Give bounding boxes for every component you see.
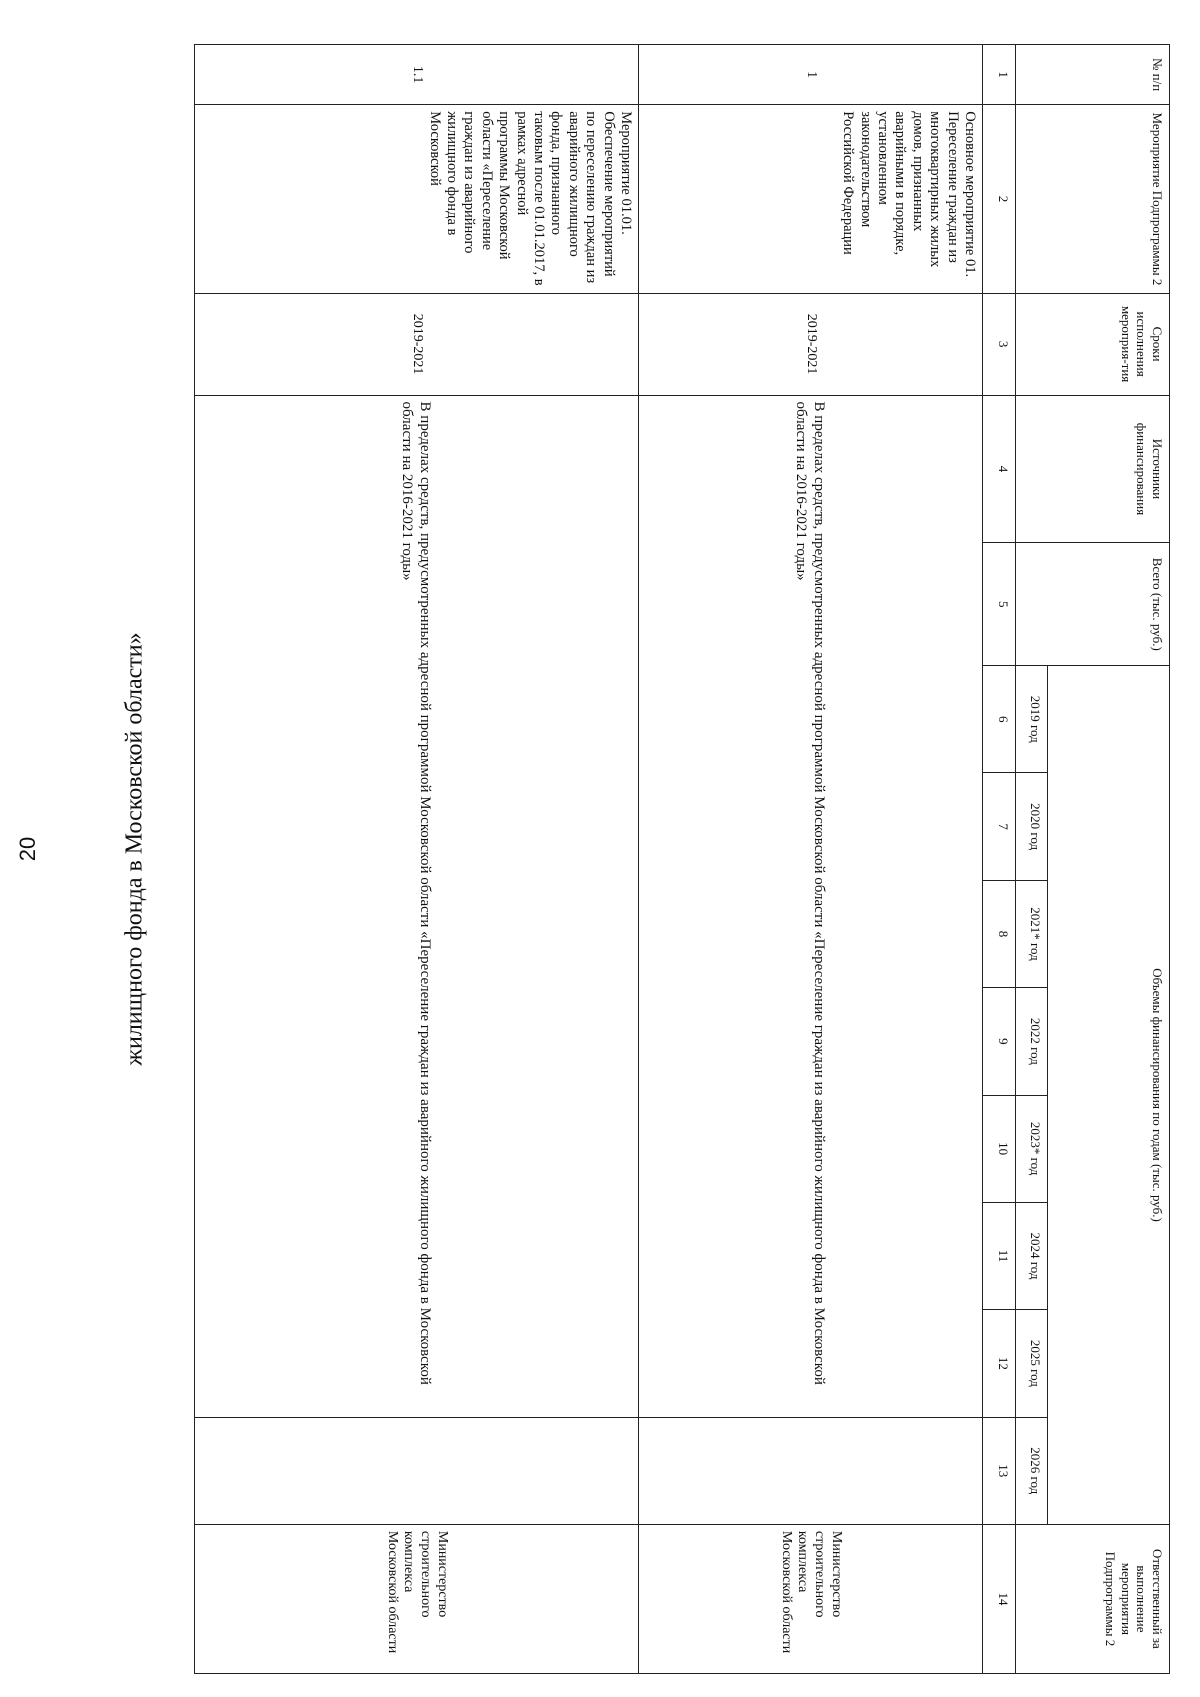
- activity-name: Мероприятие 01.01. Обеспечение мероприятий по переселению граждан из аварийного жилищного фонда, признанного таковым после 01.01.2017, в рамках адресной программы Московской области «Переселение граждан из аварийного жилищного фонда в Московской: [195, 105, 639, 293]
- column-number: 1: [983, 45, 1016, 105]
- column-number: 10: [983, 1095, 1016, 1202]
- header-total: Всего (тыс. руб.): [1016, 543, 1170, 666]
- column-number: 12: [983, 1310, 1016, 1417]
- column-number: 8: [983, 880, 1016, 987]
- header-year: 2022 год: [1016, 988, 1048, 1095]
- row-number: 1.1: [195, 45, 639, 105]
- deadline: 2019-2021: [195, 293, 639, 395]
- document-title: жилищного фонда в Московской области»: [121, 632, 148, 1066]
- header-year: 2021* год: [1016, 880, 1048, 987]
- column-number: 13: [983, 1417, 1016, 1524]
- column-number-row: [983, 45, 1016, 1674]
- header-year: 2023* год: [1016, 1095, 1048, 1202]
- funding-note: В пределах средств, предусмотренных адресной программой Московской области «Переселение граждан из аварийного жилищного фонда в Московской области на 2016-2021 годы»: [639, 395, 983, 1417]
- funding-note: В пределах средств, предусмотренных адресной программой Московской области «Переселение граждан из аварийного жилищного фонда в Московской области на 2016-2021 годы»: [195, 395, 639, 1417]
- column-number: 6: [983, 666, 1016, 773]
- header-year: 2025 год: [1016, 1310, 1048, 1417]
- row-number: 1: [639, 45, 983, 105]
- column-number: 7: [983, 773, 1016, 880]
- header-deadline: Сроки исполнения мероприя-тия: [1016, 293, 1170, 395]
- column-number: 5: [983, 543, 1016, 666]
- empty-cell: [639, 1417, 983, 1524]
- empty-cell: [195, 1417, 639, 1524]
- header-volumes: Объемы финансирования по годам (тыс. руб.): [1048, 666, 1170, 1525]
- column-number: 4: [983, 395, 1016, 543]
- responsible: Министерство строительного комплекса Московской области: [195, 1524, 639, 1673]
- header-year: 2024 год: [1016, 1202, 1048, 1309]
- rotated-table-container: [195, 44, 1170, 1674]
- page-number: 20: [15, 836, 40, 862]
- activity-name: Основное мероприятие 01. Переселение граждан из многоквартирных жилых домов, признанных аварийными в порядке, установленном законодательством Российской Федерации: [639, 105, 983, 293]
- table-row: [639, 45, 983, 1674]
- column-number: 9: [983, 988, 1016, 1095]
- header-sources: Источники финансирования: [1016, 395, 1170, 543]
- header-year: 2019 год: [1016, 666, 1048, 773]
- column-number: 14: [983, 1524, 1016, 1673]
- header-num: № п/п: [1016, 45, 1170, 105]
- financing-table: [194, 44, 1170, 1674]
- responsible: Министерство строительного комплекса Московской области: [639, 1524, 983, 1673]
- table-row: [195, 45, 639, 1674]
- header-year: 2020 год: [1016, 773, 1048, 880]
- column-number: 3: [983, 293, 1016, 395]
- header-year: 2026 год: [1016, 1417, 1048, 1524]
- header-responsible: Ответственный за выполнение мероприятия Подпрограммы 2: [1016, 1524, 1170, 1673]
- header-activity: Мероприятие Подпрограммы 2: [1016, 105, 1170, 293]
- deadline: 2019-2021: [639, 293, 983, 395]
- column-number: 2: [983, 105, 1016, 293]
- column-number: 11: [983, 1202, 1016, 1309]
